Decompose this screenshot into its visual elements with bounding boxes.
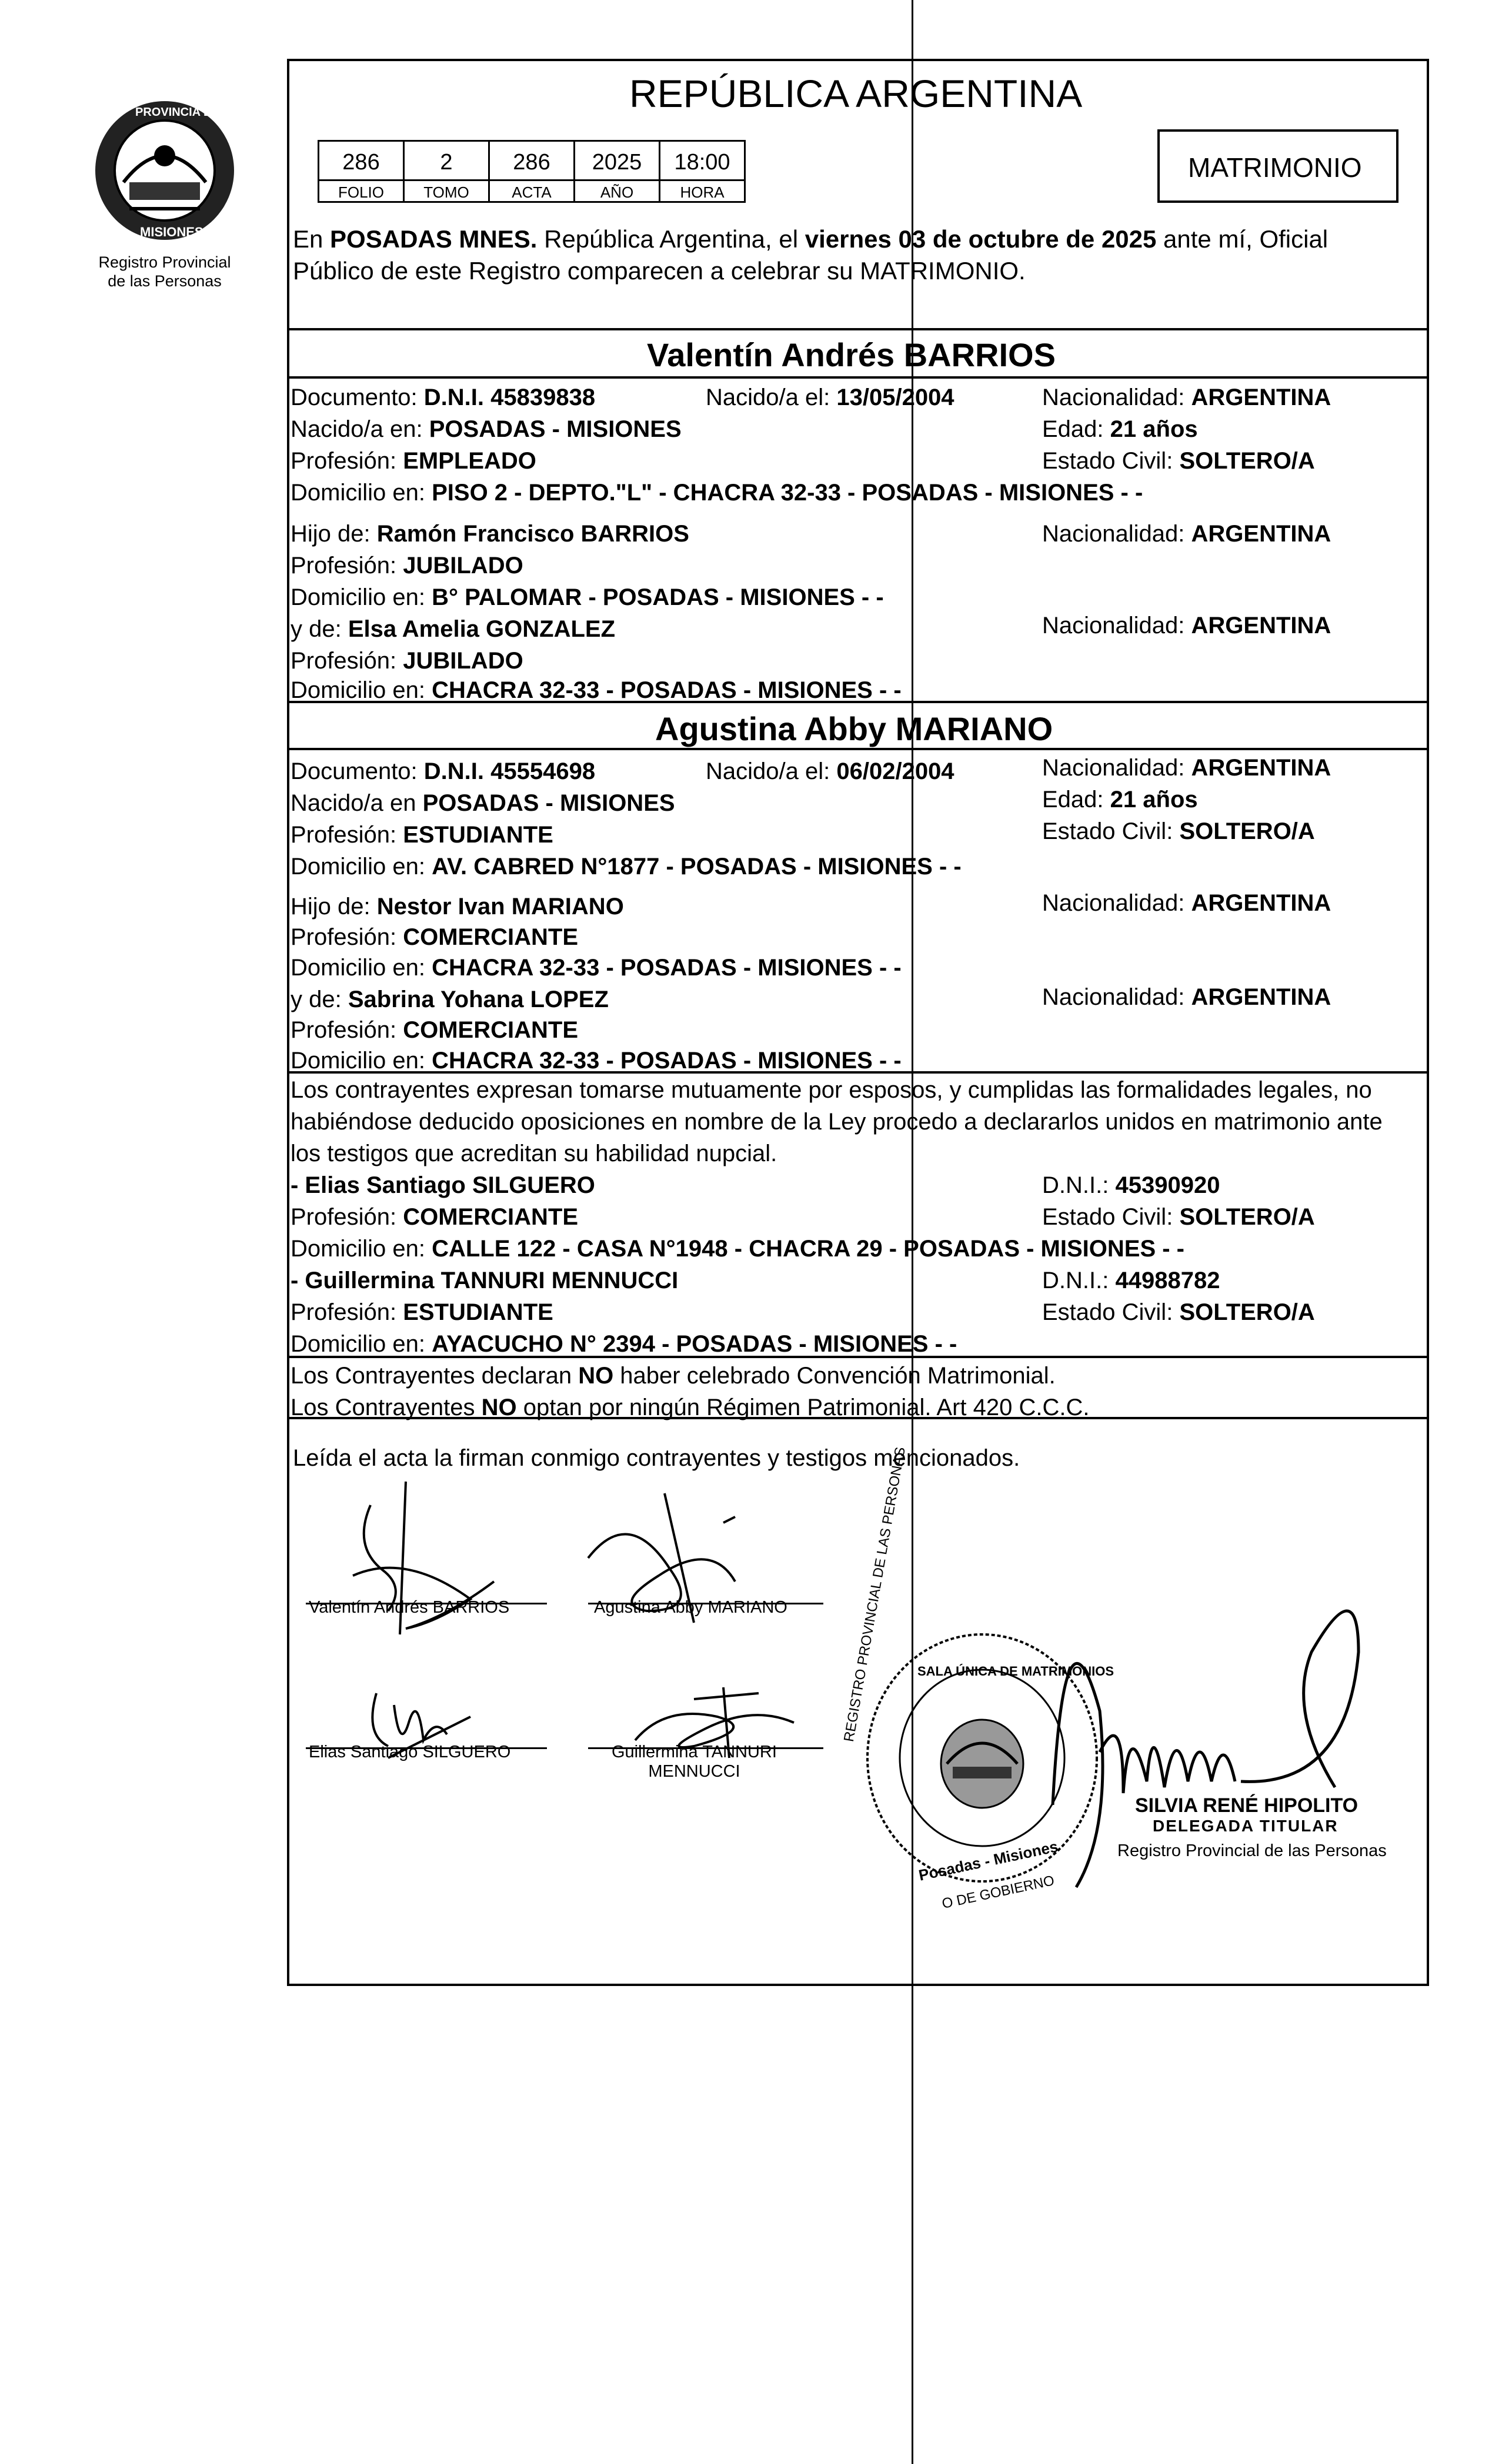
spouse2-father-prof: Profesión: COMERCIANTE (291, 924, 579, 950)
convencion-line2: Los Contrayentes NO optan por ningún Régimen Patrimonial. Art 420 C.C.C. (291, 1395, 1090, 1420)
hora-label: HORA (680, 183, 725, 201)
spouse1-father-prof: Profesión: JUBILADO (291, 553, 523, 579)
anio-value: 2025 (592, 150, 642, 175)
spouse1-father-dom: Domicilio en: B° PALOMAR - POSADAS - MISIONES - - (291, 584, 884, 610)
witness1-dni: D.N.I.: 45390920 (1042, 1172, 1220, 1198)
witness1-estado: Estado Civil: SOLTERO/A (1042, 1204, 1315, 1230)
spouse2-nacido-el: Nacido/a el: 06/02/2004 (706, 758, 954, 784)
logo-ring-top: PROVINCIA DE (135, 106, 220, 119)
tomo-label: TOMO (423, 183, 469, 201)
signature-spouse1-icon (318, 1482, 518, 1646)
spouse2-estado: Estado Civil: SOLTERO/A (1042, 818, 1315, 844)
spouse2-nacido-en: Nacido/a en POSADAS - MISIONES (291, 790, 675, 816)
official-org: Registro Provincial de las Personas (1117, 1841, 1387, 1860)
acta-value: 286 (513, 150, 550, 175)
spouse2-mother-prof: Profesión: COMERCIANTE (291, 1017, 579, 1043)
provincial-logo (88, 94, 241, 247)
closing-text: Leída el acta la firman conmigo contrayentes y testigos mencionados. (293, 1445, 1020, 1471)
spouse2-profesion: Profesión: ESTUDIANTE (291, 822, 553, 848)
spouse1-mother: y de: Elsa Amelia GONZALEZ (291, 616, 616, 642)
witness1-name: - Elias Santiago SILGUERO (291, 1172, 595, 1198)
official-name: SILVIA RENÉ HIPOLITO (1135, 1794, 1359, 1817)
signature-caption-witness2: Guillermina TANNURI MENNUCCI (612, 1743, 777, 1781)
witness1-dom: Domicilio en: CALLE 122 - CASA N°1948 - CHACRA 29 - POSADAS - MISIONES - - (291, 1236, 1184, 1262)
spouse2-name: Agustina Abby MARIANO (655, 710, 1053, 747)
spouse1-mother-prof: Profesión: JUBILADO (291, 648, 523, 674)
stamp-ring-text: REGISTRO PROVINCIAL DE LAS PERSONAS (841, 1446, 909, 1743)
stamp-bottom-text: Posadas - Misiones (917, 1837, 1060, 1884)
spouse2-father-dom: Domicilio en: CHACRA 32-33 - POSADAS - MISIONES - - (291, 955, 902, 981)
folio-label: FOLIO (338, 183, 384, 201)
spouse1-profesion: Profesión: EMPLEADO (291, 448, 536, 474)
spouse1-mother-dom: Domicilio en: CHACRA 32-33 - POSADAS - MISIONES - - (291, 677, 902, 703)
spouse2-mother: y de: Sabrina Yohana LOPEZ (291, 987, 609, 1012)
spouse2-nacionalidad: Nacionalidad: ARGENTINA (1042, 755, 1331, 781)
witness1-prof: Profesión: COMERCIANTE (291, 1204, 579, 1230)
witness2-name: - Guillermina TANNURI MENNUCCI (291, 1268, 679, 1293)
spouse1-nacionalidad: Nacionalidad: ARGENTINA (1042, 385, 1331, 410)
witness2-dom: Domicilio en: AYACUCHO N° 2394 - POSADAS - MISIONES - - (291, 1331, 957, 1357)
page-title: REPÚBLICA ARGENTINA (629, 72, 1083, 115)
intro-line1: En POSADAS MNES. República Argentina, el viernes 03 de octubre de 2025 ante mí, Oficial (293, 225, 1329, 253)
spouse1-nacido-en: Nacido/a en: POSADAS - MISIONES (291, 416, 682, 442)
spouse2-domicilio: Domicilio en: AV. CABRED N°1877 - POSADAS - MISIONES - - (291, 854, 962, 880)
divider (287, 328, 1429, 330)
divider (287, 376, 1429, 379)
spouse1-edad: Edad: 21 años (1042, 416, 1198, 442)
spouse1-father: Hijo de: Ramón Francisco BARRIOS (291, 521, 689, 547)
divider (287, 748, 1429, 750)
folio-value: 286 (342, 150, 380, 175)
spouse1-documento: Documento: D.N.I. 45839838 (291, 385, 596, 410)
witness2-estado: Estado Civil: SOLTERO/A (1042, 1299, 1315, 1325)
spouse1-nacido-el: Nacido/a el: 13/05/2004 (706, 385, 954, 410)
signature-official-icon (1029, 1558, 1394, 1923)
acta-label: ACTA (512, 183, 552, 201)
intro-line2: Público de este Registro comparecen a celebrar su MATRIMONIO. (293, 257, 1026, 285)
spouse2-mother-dom: Domicilio en: CHACRA 32-33 - POSADAS - MISIONES - - (291, 1048, 902, 1074)
anio-label: AÑO (600, 183, 634, 201)
signature-caption-spouse1: Valentín Andrés BARRIOS (309, 1598, 510, 1617)
spouse1-domicilio: Domicilio en: PISO 2 - DEPTO."L" - CHACRA 32-33 - POSADAS - MISIONES - - (291, 480, 1143, 506)
tomo-value: 2 (440, 150, 453, 175)
spouse2-documento: Documento: D.N.I. 45554698 (291, 758, 596, 784)
spouse2-mother-nac: Nacionalidad: ARGENTINA (1042, 984, 1331, 1010)
witness2-dni: D.N.I.: 44988782 (1042, 1268, 1220, 1293)
spouse1-mother-nac: Nacionalidad: ARGENTINA (1042, 613, 1331, 638)
signature-caption-spouse2: Agustina Abby MARIANO (594, 1598, 787, 1617)
declaration-line1: Los contrayentes expresan tomarse mutuamente por esposos, y cumplidas las formalidades legales, no (291, 1077, 1372, 1103)
spouse1-estado: Estado Civil: SOLTERO/A (1042, 448, 1315, 474)
stamp-ministry: O DE GOBIERNO (940, 1873, 1056, 1912)
signature-caption-witness1: Elias Santiago SILGUERO (309, 1743, 511, 1761)
spouse2-father: Hijo de: Nestor Ivan MARIANO (291, 894, 624, 920)
official-title: DELEGADA TITULAR (1153, 1817, 1339, 1835)
doc-type: MATRIMONIO (1188, 152, 1362, 183)
spouse1-father-nac: Nacionalidad: ARGENTINA (1042, 521, 1331, 547)
hora-value: 18:00 (674, 150, 730, 175)
declaration-line2: habiéndose deducido oposiciones en nombre de la Ley procedo a declararlos unidos en matrimonio ante (291, 1109, 1383, 1135)
declaration-line3: los testigos que acreditan su habilidad nupcial. (291, 1141, 777, 1166)
convencion-line1: Los Contrayentes declaran NO haber celebrado Convención Matrimonial. (291, 1363, 1056, 1389)
witness2-prof: Profesión: ESTUDIANTE (291, 1299, 553, 1325)
spouse2-edad: Edad: 21 años (1042, 787, 1198, 813)
logo-ring-bottom: MISIONES (140, 225, 203, 239)
spouse1-name: Valentín Andrés BARRIOS (647, 336, 1056, 373)
logo-caption: Registro Provincial de las Personas (98, 253, 231, 290)
stamp-inner-text: SALA ÚNICA DE MATRIMONIOS (917, 1664, 1114, 1679)
spouse2-father-nac: Nacionalidad: ARGENTINA (1042, 890, 1331, 916)
